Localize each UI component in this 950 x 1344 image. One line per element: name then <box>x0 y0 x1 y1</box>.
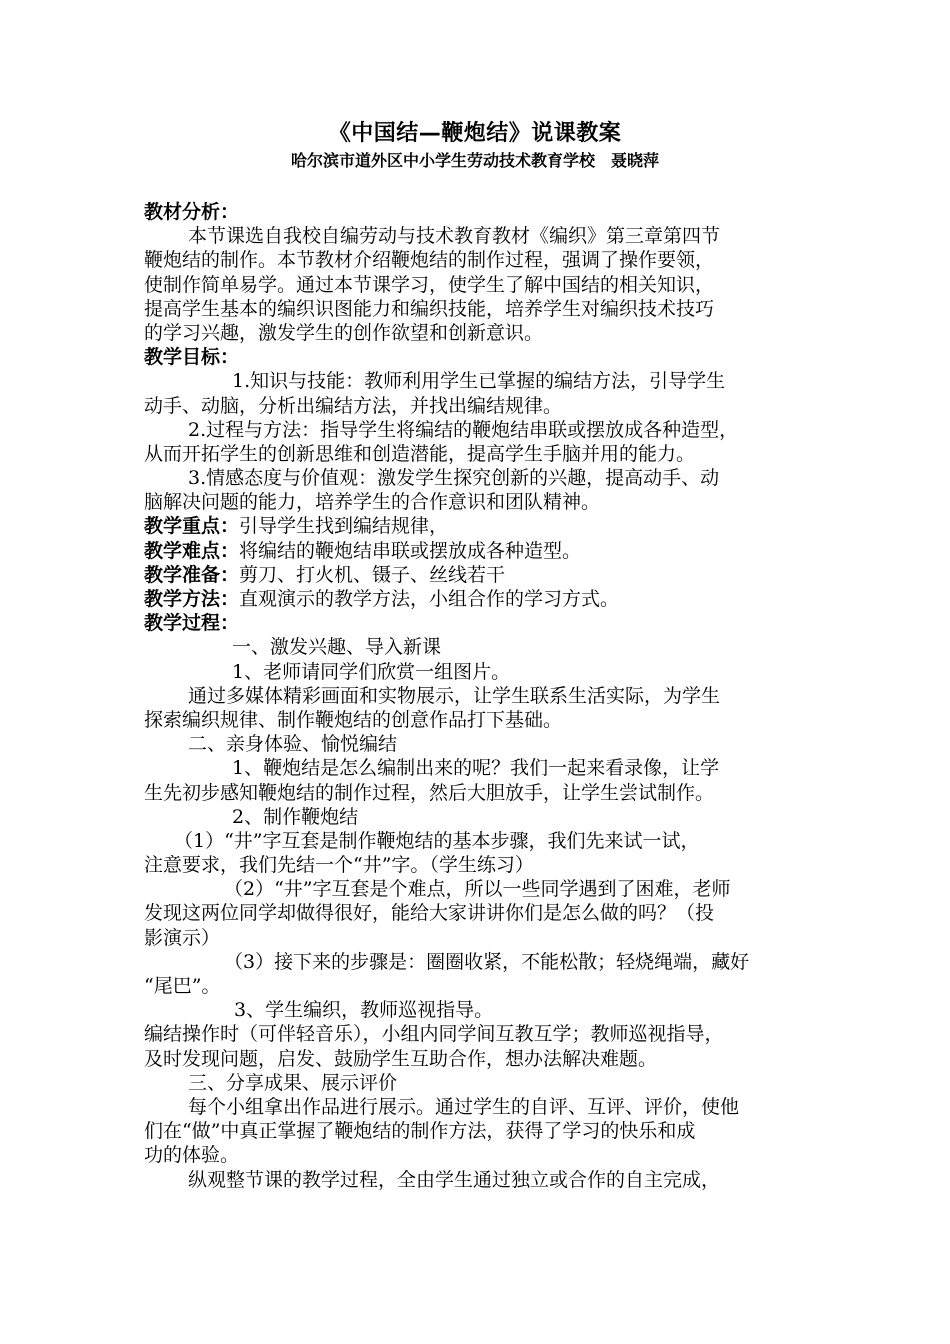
paragraph-line: （3）接下来的步骤是：圈圈收紧，不能松散；轻烧绳端，藏好 <box>224 950 750 973</box>
paragraph-line: 的学习兴趣，激发学生的创作欲望和创新意识。 <box>144 321 544 344</box>
difficulty-label: 教学难点： <box>144 539 240 562</box>
paragraph-line: （2）“井”字互套是个难点，所以一些同学遇到了困难，老师 <box>224 878 731 901</box>
paragraph-line: 注意要求，我们先结一个“井”字。（学生练习） <box>144 854 534 877</box>
process-part-title: 一、激发兴趣、导入新课 <box>232 636 442 659</box>
key-point-line <box>144 514 814 538</box>
paragraph-line: 使制作简单易学。通过本节课学习，使学生了解中国结的相关知识， <box>144 273 715 296</box>
key-point-text: 引导学生找到编结规律， <box>239 515 449 538</box>
paragraph-line: 从而开拓学生的创新思维和创造潜能，提高学生手脑并用的能力。 <box>144 442 696 465</box>
method-label: 教学方法： <box>144 588 240 610</box>
paragraph-line: 通过多媒体精彩画面和实物展示，让学生联系生活实际，为学生 <box>188 684 721 707</box>
document-body <box>144 200 814 1192</box>
method-line <box>144 587 814 611</box>
process-part-title: 三、分享成果、展示评价 <box>188 1071 398 1094</box>
paragraph-line: 提高学生基本的编织识图能力和编织技能，培养学生对编织技术技巧 <box>144 297 715 320</box>
process-part-title: 二、亲身体验、愉悦编结 <box>188 733 398 756</box>
paragraph-line: 1.知识与技能：教师利用学生已掌握的编结方法，引导学生 <box>232 370 726 393</box>
document-subtitle: 哈尔滨市道外区中小学生劳动技术教育学校 聂晓萍 <box>290 151 659 170</box>
paragraph-line: “尾巴”。 <box>144 975 221 997</box>
paragraph-line: 及时发现问题，启发、鼓励学生互助合作，想办法解决难题。 <box>144 1047 658 1070</box>
paragraph-line: 本节课选自我校自编劳动与技术教育教材《编织》第三章第四节 <box>188 225 721 248</box>
paragraph-line: （1）“井”字互套是制作鞭炮结的基本步骤，我们先来试一试， <box>174 829 700 852</box>
paragraph-line: 3、学生编织，教师巡视指导。 <box>234 999 494 1022</box>
method-text: 直观演示的教学方法，小组合作的学习方式。 <box>239 588 620 610</box>
document-title: 《中国结—鞭炮结》说课教案 <box>328 121 622 146</box>
paragraph-line: 1、老师请同学们欣赏一组图片。 <box>232 660 511 683</box>
paragraph-line: 生先初步感知鞭炮结的制作过程，然后大胆放手，让学生尝试制作。 <box>144 781 715 804</box>
paragraph-line: 3.情感态度与价值观：激发学生探究创新的兴趣，提高动手、动 <box>188 467 720 490</box>
paragraph-line: 们在“做”中真正掌握了鞭炮结的制作方法，获得了学习的快乐和成 <box>144 1120 696 1143</box>
paragraph-line: 编结操作时（可伴轻音乐），小组内同学间互教互学；教师巡视指导， <box>144 1023 724 1046</box>
section-heading-goals: 教学目标： <box>144 346 240 369</box>
paragraph-line: 每个小组拿出作品进行展示。通过学生的自评、互评、评价，使他 <box>188 1095 740 1118</box>
paragraph-line: 脑解决问题的能力，培养学生的合作意识和团队精神。 <box>144 491 601 514</box>
paragraph-line: 探索编织规律、制作鞭炮结的创意作品打下基础。 <box>144 708 563 731</box>
key-point-label: 教学重点： <box>144 515 240 538</box>
paragraph-line: 鞭炮结的制作。本节教材介绍鞭炮结的制作过程，强调了操作要领， <box>144 249 715 272</box>
paragraph-line: 1、鞭炮结是怎么编制出来的呢？我们一起来看录像，让学 <box>232 757 720 780</box>
preparation-text: 剪刀、打火机、镊子、丝线若干 <box>239 563 506 586</box>
difficulty-text: 将编结的鞭炮结串联或摆放成各种造型。 <box>239 539 582 562</box>
paragraph-line: 动手、动脑，分析出编结方法，并找出编结规律。 <box>144 394 563 417</box>
paragraph-line: 2、制作鞭炮结 <box>232 805 359 828</box>
paragraph-line: 影演示） <box>144 926 221 949</box>
section-heading-process: 教学过程： <box>144 612 240 635</box>
preparation-label: 教学准备： <box>144 563 240 586</box>
preparation-line <box>144 563 814 587</box>
paragraph-line: 纵观整节课的教学过程，全由学生通过独立或合作的自主完成， <box>188 1168 721 1191</box>
difficulty-line <box>144 539 814 563</box>
section-heading-material: 教材分析： <box>144 201 240 223</box>
paragraph-line: 2.过程与方法：指导学生将编结的鞭炮结串联或摆放成各种造型， <box>188 418 739 441</box>
paragraph-line: 发现这两位同学却做得很好，能给大家讲讲你们是怎么做的吗？（投 <box>144 902 715 925</box>
paragraph-line: 功的体验。 <box>144 1144 240 1167</box>
